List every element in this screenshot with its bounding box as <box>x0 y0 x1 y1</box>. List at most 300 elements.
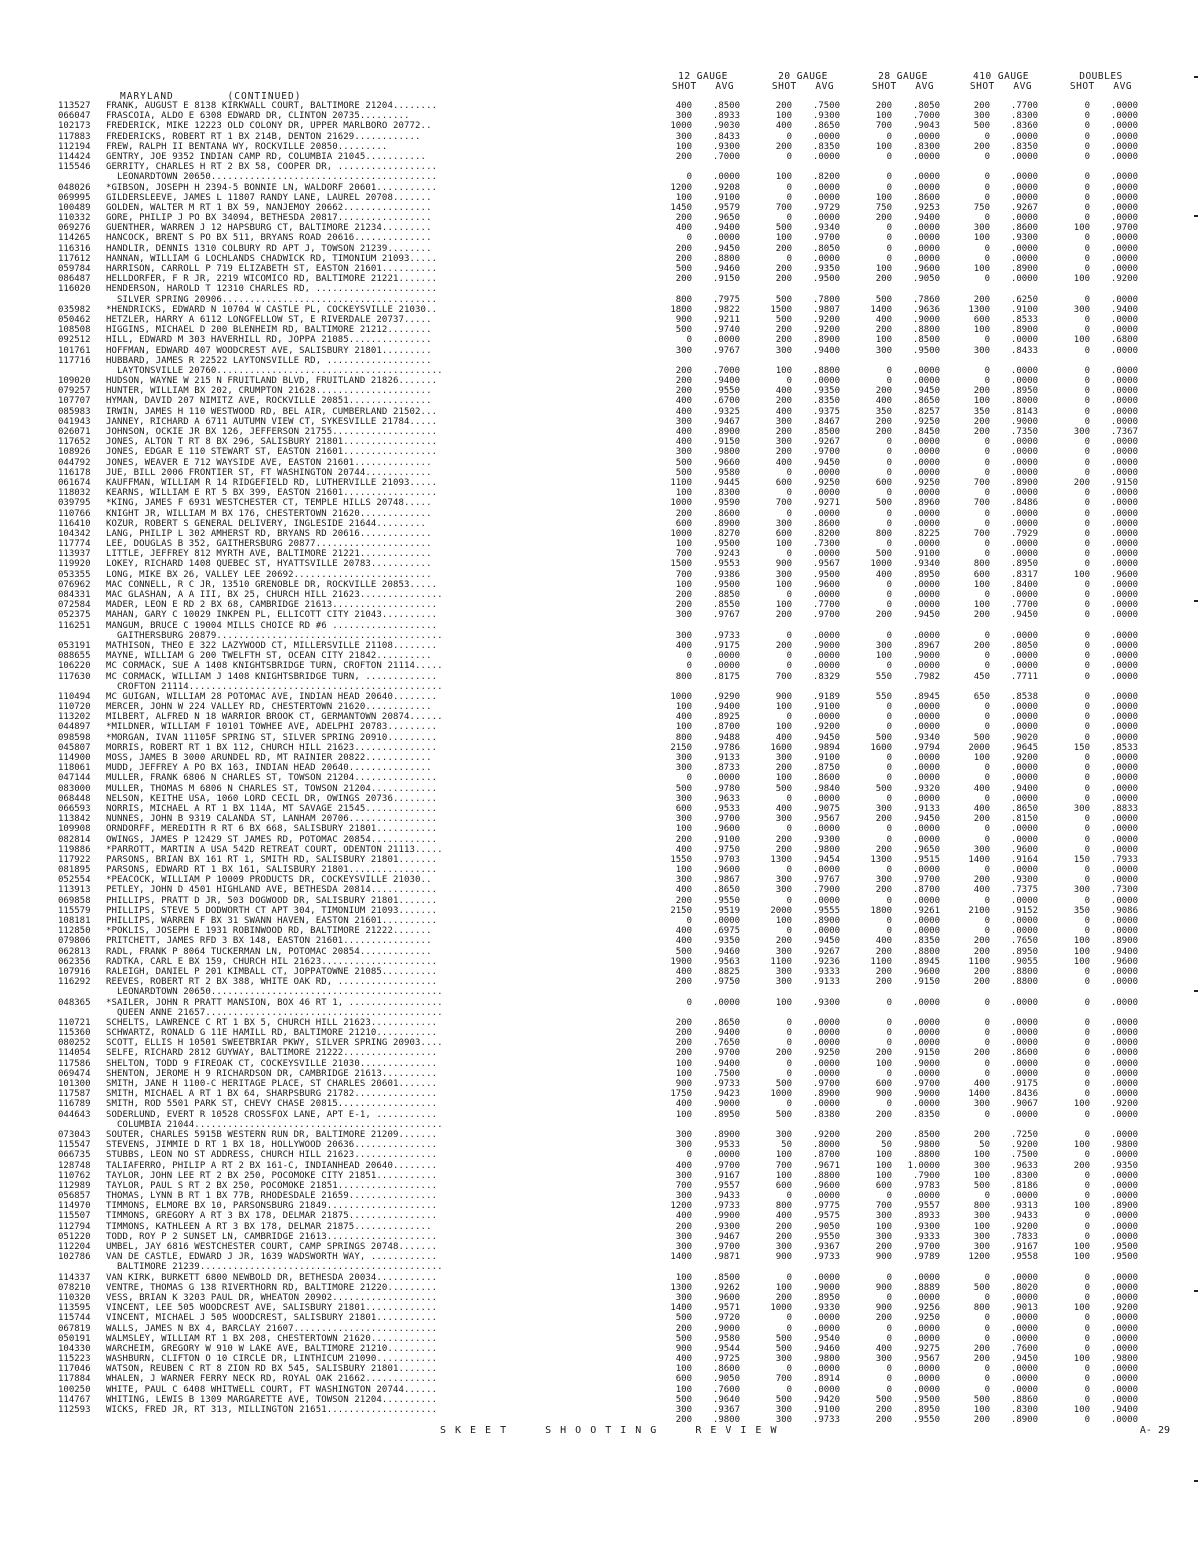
avg-12: .0000 <box>712 661 740 672</box>
avg-20: .9800 <box>812 1354 840 1365</box>
table-row <box>0 223 1200 233</box>
avg-28: .0000 <box>912 253 940 264</box>
avg-28: .8967 <box>912 640 940 651</box>
avg-410: .0000 <box>1010 365 1038 376</box>
table-row <box>0 529 1200 539</box>
shot-doubles: 0 <box>1084 1394 1090 1405</box>
shot-20: 200 <box>775 1292 792 1303</box>
shot-20: 1000 <box>770 1303 792 1314</box>
shooter-name-address: GUENTHER, WARREN J 12 HAPSBURG CT, BALTIMORE 21234......... <box>106 223 432 234</box>
avg-doubles: .0000 <box>1110 488 1138 499</box>
avg-410: .8300 <box>1010 111 1038 122</box>
shot-28: 500 <box>875 549 892 560</box>
avg-28: .0000 <box>912 916 940 926</box>
avg-20: .0000 <box>812 1191 840 1202</box>
shot-410: 100 <box>973 1405 990 1415</box>
avg-20: .8800 <box>812 1170 840 1181</box>
avg-20: .9271 <box>812 498 840 509</box>
shot-doubles: 0 <box>1084 386 1090 397</box>
shot-410: 0 <box>984 1384 990 1395</box>
shot-20: 700 <box>775 671 792 682</box>
avg-410: .9200 <box>1010 1221 1038 1232</box>
shot-410: 50 <box>979 1140 990 1151</box>
avg-20: .9250 <box>812 477 840 488</box>
table-row <box>0 1140 1200 1150</box>
gauge-doubles <box>1058 72 1144 92</box>
avg-410: .8300 <box>1010 1405 1038 1415</box>
continued-label: (CONTINUED) <box>227 91 302 102</box>
shot-28: 500 <box>875 498 892 509</box>
shooter-id: 113913 <box>58 885 91 896</box>
shot-doubles: 0 <box>1084 1333 1090 1344</box>
avg-20: .0000 <box>812 865 840 876</box>
shooter-id: 108181 <box>58 916 91 926</box>
shooter-id: 072584 <box>58 600 91 611</box>
avg-20: .0000 <box>812 253 840 264</box>
avg-410: .8860 <box>1010 1394 1038 1405</box>
avg-doubles: .7367 <box>1110 427 1138 437</box>
shooter-name-address: WATSON, REUBEN C RT 8 ZION RD BX 545, SALISBURY 21801....... <box>106 1364 438 1375</box>
shooter-name-address: MUDD, JEFFREY A PO BX 163, INDIAN HEAD 20640............... <box>106 763 432 774</box>
avg-12: .9050 <box>712 1374 740 1385</box>
avg-28: .0000 <box>912 488 940 499</box>
shooter-id: 062813 <box>58 946 91 957</box>
avg-410: .0000 <box>1010 539 1038 550</box>
shot-20: 200 <box>775 1231 792 1242</box>
shooter-name-address: SODERLUND, EVERT R 10528 CROSSFOX LANE, APT E-1, ........... <box>106 1109 438 1120</box>
avg-12: .9750 <box>712 977 740 988</box>
avg-28: .0000 <box>912 579 940 590</box>
avg-12: .9700 <box>712 1242 740 1252</box>
avg-doubles: .0000 <box>1110 365 1138 376</box>
avg-28: .9000 <box>912 314 940 325</box>
avg-28: .0000 <box>912 895 940 906</box>
table-row <box>0 885 1200 895</box>
avg-20: .0000 <box>812 712 840 723</box>
table-row <box>0 621 1200 631</box>
shooter-name-address: PETLEY, JOHN D 4501 HIGHLAND AVE, BETHESDA 20814............ <box>106 885 438 896</box>
table-row <box>0 661 1200 671</box>
table-row <box>0 488 1200 498</box>
avg-12: .8900 <box>712 1129 740 1140</box>
avg-12: .8900 <box>712 427 740 437</box>
shooter-name-address: MOSS, JAMES B 3000 ARUNDEL RD, MT RAINIER 20822............ <box>106 753 432 763</box>
shooter-id: 080252 <box>58 1038 91 1049</box>
shooter-name-address: NORRIS, MICHAEL A RT 1 BX 114A, MT SAVAGE 21545............. <box>106 803 438 814</box>
shot-20: 800 <box>775 1201 792 1212</box>
avg-410: .8436 <box>1010 1089 1038 1100</box>
shot-doubles: 0 <box>1084 101 1090 111</box>
edge-mark <box>1194 600 1198 602</box>
shooter-name-address: WHALEN, J WARNER FERRY NECK RD, ROYAL OAK 21662............. <box>106 1374 438 1385</box>
avg-28: .0000 <box>912 1099 940 1110</box>
shooter-name-address: CROFTON 21114.............................................. <box>106 681 443 692</box>
shot-doubles: 0 <box>1084 1415 1090 1426</box>
shot-20: 400 <box>775 1211 792 1222</box>
shooter-name-address: TIMMONS, GREGORY A RT 3 BX 178, DELMAR 21875................ <box>106 1211 438 1222</box>
shot-doubles: 100 <box>1073 1252 1090 1263</box>
shot-28: 0 <box>886 1028 892 1039</box>
shot-28: 400 <box>875 396 892 407</box>
avg-12: .7650 <box>712 1038 740 1049</box>
shot-12: 200 <box>675 895 692 906</box>
shooter-id: 101761 <box>58 345 91 356</box>
shooter-id: 117652 <box>58 437 91 448</box>
avg-12: .9500 <box>712 579 740 590</box>
shooter-name-address: TIMMONS, ELMORE BX 10, PARSONSBURG 21849.................... <box>106 1201 438 1212</box>
shot-28: 0 <box>886 997 892 1008</box>
table-row <box>0 1171 1200 1181</box>
shooter-name-address: HIGGINS, MICHAEL D 200 BLENHEIM RD, BALTIMORE 21212........ <box>106 325 432 336</box>
gauge-12-title: 12 GAUGE <box>678 71 728 82</box>
shot-doubles: 100 <box>1073 956 1090 967</box>
table-row <box>0 1120 1200 1130</box>
avg-12: .9500 <box>712 539 740 550</box>
shot-20: 200 <box>775 396 792 407</box>
avg-12: .9167 <box>712 1170 740 1181</box>
shot-12: 500 <box>675 457 692 468</box>
avg-doubles: .0000 <box>1110 1180 1138 1191</box>
avg-doubles: .0000 <box>1110 793 1138 804</box>
shot-28: 0 <box>886 253 892 264</box>
shot-410: 800 <box>973 1303 990 1314</box>
shot-410: 100 <box>973 1221 990 1232</box>
avg-410: .0000 <box>1010 1384 1038 1395</box>
shooter-name-address: TIMMONS, KATHLEEN A RT 3 BX 178, DELMAR 21875.............. <box>106 1221 432 1232</box>
avg-410: .6250 <box>1010 294 1038 305</box>
table-row <box>0 233 1200 243</box>
shot-410: 0 <box>984 182 990 193</box>
avg-12: .9467 <box>712 416 740 427</box>
avg-410: .0000 <box>1010 1292 1038 1303</box>
avg-410: .0000 <box>1010 997 1038 1008</box>
shot-12: 700 <box>675 549 692 560</box>
shot-doubles: 0 <box>1084 264 1090 274</box>
shot-doubles: 0 <box>1084 1191 1090 1202</box>
avg-28: .0000 <box>912 1068 940 1079</box>
avg-410: .9164 <box>1010 854 1038 865</box>
shot-doubles: 0 <box>1084 253 1090 264</box>
shooter-name-address: MAHAN, GARY C 10029 INKPEN PL, ELLICOTT CITY 21043.......... <box>106 610 438 621</box>
avg-12: .9150 <box>712 437 740 448</box>
avg-20: .8950 <box>812 1292 840 1303</box>
avg-28: .8800 <box>912 1150 940 1161</box>
avg-410: .0000 <box>1010 1017 1038 1028</box>
table-row <box>0 183 1200 193</box>
avg-doubles: .0000 <box>1110 386 1138 397</box>
avg-28: .9636 <box>912 304 940 315</box>
shot-410: 0 <box>984 773 990 784</box>
page-number: A- 29 <box>1139 1425 1170 1436</box>
avg-28: .0000 <box>912 1038 940 1049</box>
avg-doubles: .0000 <box>1110 895 1138 906</box>
shot-28: 0 <box>886 243 892 254</box>
table-row <box>0 957 1200 967</box>
table-row <box>0 753 1200 763</box>
avg-28: .9340 <box>912 559 940 570</box>
avg-28: .0000 <box>912 763 940 774</box>
shot-12: 900 <box>675 314 692 325</box>
shot-410: 700 <box>973 528 990 539</box>
avg-12: .9386 <box>712 569 740 580</box>
shooter-name-address: KEARNS, WILLIAM E RT 5 BX 399, EASTON 21601................. <box>106 488 438 499</box>
shooter-id: 116789 <box>58 1099 91 1110</box>
shooter-name-address: MAC GLASHAN, A A III, BX 25, CHURCH HILL 21623............... <box>106 590 443 600</box>
shot-20: 0 <box>786 1099 792 1110</box>
avg-12: .9750 <box>712 844 740 855</box>
avg-doubles: .8900 <box>1110 936 1138 947</box>
avg-12: .9533 <box>712 1140 740 1151</box>
avg-doubles: .0000 <box>1110 651 1138 662</box>
avg-doubles: .0000 <box>1110 518 1138 529</box>
shot-12: 800 <box>675 732 692 743</box>
avg-doubles: .0000 <box>1110 702 1138 713</box>
avg-doubles: .0000 <box>1110 396 1138 407</box>
shot-28: 200 <box>875 1129 892 1140</box>
shot-20: 100 <box>775 172 792 183</box>
avg-doubles: .0000 <box>1110 1068 1138 1079</box>
shot-12: 200 <box>675 508 692 519</box>
shot-12: 800 <box>675 671 692 682</box>
shooter-name-address: *PEACOCK, WILLIAM P 10009 PRODUCTS DR, COCKEYSVILLE 21030.. <box>106 875 432 886</box>
avg-12: .9519 <box>712 905 740 916</box>
shooter-id: 117612 <box>58 253 91 264</box>
avg-doubles: .0000 <box>1110 630 1138 641</box>
shot-410: 0 <box>984 1333 990 1344</box>
avg-doubles: .0000 <box>1110 1333 1138 1344</box>
avg-20: .0000 <box>812 661 840 672</box>
table-row <box>0 1038 1200 1048</box>
avg-410: .9300 <box>1010 233 1038 244</box>
shooter-id: 117587 <box>58 1089 91 1100</box>
shot-12: 1550 <box>670 854 692 865</box>
shot-28: 0 <box>886 365 892 376</box>
shooter-id: 110766 <box>58 508 91 519</box>
shot-doubles: 0 <box>1084 243 1090 254</box>
avg-20: .8380 <box>812 1109 840 1120</box>
avg-28: .0000 <box>912 457 940 468</box>
shot-12: 500 <box>675 946 692 957</box>
shot-12: 200 <box>675 590 692 600</box>
shot-410: 100 <box>973 396 990 407</box>
avg-20: .0000 <box>812 467 840 478</box>
avg-12: .9600 <box>712 865 740 876</box>
avg-28: .8350 <box>912 1109 940 1120</box>
shot-410: 300 <box>973 345 990 356</box>
avg-20: .0000 <box>812 213 840 224</box>
avg-20: .9340 <box>812 223 840 234</box>
gauge-doubles-title: DOUBLES <box>1079 71 1123 82</box>
avg-28: .0000 <box>912 467 940 478</box>
shot-20: 0 <box>786 926 792 937</box>
shot-12: 400 <box>675 406 692 417</box>
shot-doubles: 0 <box>1084 1170 1090 1181</box>
shooter-id: 050191 <box>58 1333 91 1344</box>
shot-doubles: 0 <box>1084 151 1090 162</box>
shooter-name-address: UMBEL, JAY 6816 WESTCHESTER COURT, CAMP SPRINGS 20748....... <box>106 1242 438 1252</box>
avg-20: .9400 <box>812 345 840 356</box>
avg-doubles: .0000 <box>1110 824 1138 835</box>
shot-doubles: 0 <box>1084 192 1090 203</box>
avg-410: .9100 <box>1010 304 1038 315</box>
avg-doubles: .0000 <box>1110 539 1138 550</box>
shot-20: 100 <box>775 233 792 244</box>
shot-410: 200 <box>973 141 990 152</box>
shooter-name-address: MADER, LEON E RD 2 BX 68, CAMBRIDGE 21613................... <box>106 600 438 611</box>
shot-28: 0 <box>886 712 892 723</box>
shooter-name-address: HANCOCK, BRENT S PO BX 511, BRYANS ROAD 20616.............. <box>106 233 432 244</box>
avg-28: .0000 <box>912 1028 940 1039</box>
shot-20: 200 <box>775 447 792 458</box>
avg-20: .9333 <box>812 966 840 977</box>
shot-20: 500 <box>775 783 792 794</box>
shot-12: 200 <box>675 1221 692 1232</box>
shot-12: 300 <box>675 1170 692 1181</box>
shot-doubles: 0 <box>1084 172 1090 183</box>
avg-28: .0000 <box>912 151 940 162</box>
table-row <box>0 1395 1200 1405</box>
avg-20: .8900 <box>812 916 840 926</box>
shot-20: 900 <box>775 691 792 702</box>
avg-28: .0000 <box>912 590 940 600</box>
avg-doubles: .9200 <box>1110 1099 1138 1110</box>
shooter-name-address: THOMAS, LYNN B RT 1 BX 77B, RHODESDALE 21659................ <box>106 1191 438 1202</box>
shot-410: 0 <box>984 1374 990 1385</box>
shot-12: 200 <box>675 1017 692 1028</box>
shot-28: 0 <box>886 1191 892 1202</box>
avg-12: .8850 <box>712 590 740 600</box>
shot-28: 0 <box>886 590 892 600</box>
avg-20: .0000 <box>812 926 840 937</box>
shot-12: 300 <box>675 1405 692 1415</box>
shot-doubles: 0 <box>1084 294 1090 305</box>
table-row <box>0 1273 1200 1283</box>
avg-20: .9767 <box>812 875 840 886</box>
shot-410: 2100 <box>968 905 990 916</box>
avg-410: .9300 <box>1010 875 1038 886</box>
shot-12: 200 <box>675 977 692 988</box>
avg-28: .9300 <box>912 1221 940 1232</box>
shot-28: 0 <box>886 488 892 499</box>
shot-410: 0 <box>984 1323 990 1334</box>
shot-20: 500 <box>775 1343 792 1354</box>
shot-20: 200 <box>775 427 792 437</box>
avg-12: .9800 <box>712 447 740 458</box>
shot-20: 300 <box>775 1242 792 1252</box>
avg-12: .9300 <box>712 1221 740 1232</box>
shooter-id: 112593 <box>58 1405 91 1415</box>
avg-12: .9150 <box>712 274 740 285</box>
shot-12: 0 <box>686 1150 692 1161</box>
avg-12: .9700 <box>712 814 740 825</box>
table-row <box>0 814 1200 824</box>
avg-12: .9030 <box>712 121 740 132</box>
shot-410: 0 <box>984 630 990 641</box>
avg-12: .9100 <box>712 192 740 203</box>
shot-20: 0 <box>786 213 792 224</box>
table-row <box>0 947 1200 957</box>
table-row <box>0 101 1200 111</box>
table-row <box>0 447 1200 457</box>
avg-12: .9300 <box>712 141 740 152</box>
avg-20: .9600 <box>812 579 840 590</box>
avg-28: .0000 <box>912 539 940 550</box>
shot-12: 1100 <box>670 477 692 488</box>
avg-410: .0000 <box>1010 926 1038 937</box>
shooter-id: 052554 <box>58 875 91 886</box>
avg-20: .9189 <box>812 691 840 702</box>
avg-doubles: .0000 <box>1110 610 1138 621</box>
avg-410: .0000 <box>1010 335 1038 346</box>
shot-28: 900 <box>875 1252 892 1263</box>
shot-doubles: 0 <box>1084 528 1090 539</box>
avg-12: .8950 <box>712 1109 740 1120</box>
shot-12: 100 <box>675 192 692 203</box>
avg-28: .9000 <box>912 651 940 662</box>
shooter-name-address: HANNAN, WILLIAM G LOCHLANDS CHADWICK RD, TIMONIUM 21093..... <box>106 253 438 264</box>
table-row <box>0 794 1200 804</box>
shot-doubles: 0 <box>1084 966 1090 977</box>
shot-doubles: 0 <box>1084 579 1090 590</box>
table-row <box>0 193 1200 203</box>
shot-20: 0 <box>786 590 792 600</box>
shot-12: 700 <box>675 569 692 580</box>
shot-12: 200 <box>675 386 692 397</box>
avg-20: .7800 <box>812 294 840 305</box>
shooter-id: 128748 <box>58 1160 91 1171</box>
shot-20: 1300 <box>770 854 792 865</box>
shot-28: 0 <box>886 376 892 387</box>
shooter-name-address: SCOTT, ELLIS H 10501 SWEETBRIAR PKWY, SILVER SPRING 20903.... <box>106 1038 443 1049</box>
shot-20: 200 <box>775 1221 792 1232</box>
avg-20: .0000 <box>812 1099 840 1110</box>
shot-20: 100 <box>775 1170 792 1181</box>
avg-12: .9400 <box>712 1028 740 1039</box>
avg-20: .9733 <box>812 1252 840 1263</box>
shot-28: 350 <box>875 406 892 417</box>
avg-doubles: .0000 <box>1110 1384 1138 1395</box>
shot-28: 900 <box>875 1282 892 1293</box>
shot-410: 200 <box>973 1048 990 1059</box>
shooter-id: 112989 <box>58 1180 91 1191</box>
avg-12: .9557 <box>712 1180 740 1191</box>
shot-28: 0 <box>886 1068 892 1079</box>
avg-doubles: .0000 <box>1110 1343 1138 1354</box>
gauge-12 <box>660 72 746 92</box>
shot-20: 0 <box>786 192 792 203</box>
shooter-name-address: STUBBS, LEON NO ST ADDRESS, CHURCH HILL 21623............... <box>106 1150 438 1161</box>
avg-doubles: .9200 <box>1110 1303 1138 1314</box>
avg-28: .9650 <box>912 844 940 855</box>
shot-20: 0 <box>786 1384 792 1395</box>
shot-doubles: 0 <box>1084 722 1090 733</box>
shot-doubles: 0 <box>1084 549 1090 560</box>
shot-20: 0 <box>786 1364 792 1375</box>
table-row <box>0 366 1200 376</box>
shot-410: 100 <box>973 1150 990 1161</box>
shot-410: 0 <box>984 447 990 458</box>
avg-410: .9267 <box>1010 202 1038 213</box>
avg-20: .9671 <box>812 1160 840 1171</box>
shot-doubles: 0 <box>1084 1068 1090 1079</box>
avg-28: .8700 <box>912 885 940 896</box>
shot-20: 0 <box>786 1038 792 1049</box>
avg-410: .9450 <box>1010 1354 1038 1365</box>
avg-410: .7929 <box>1010 528 1038 539</box>
shooter-id: 117046 <box>58 1364 91 1375</box>
avg-doubles: .0000 <box>1110 416 1138 427</box>
shot-410: 400 <box>973 783 990 794</box>
